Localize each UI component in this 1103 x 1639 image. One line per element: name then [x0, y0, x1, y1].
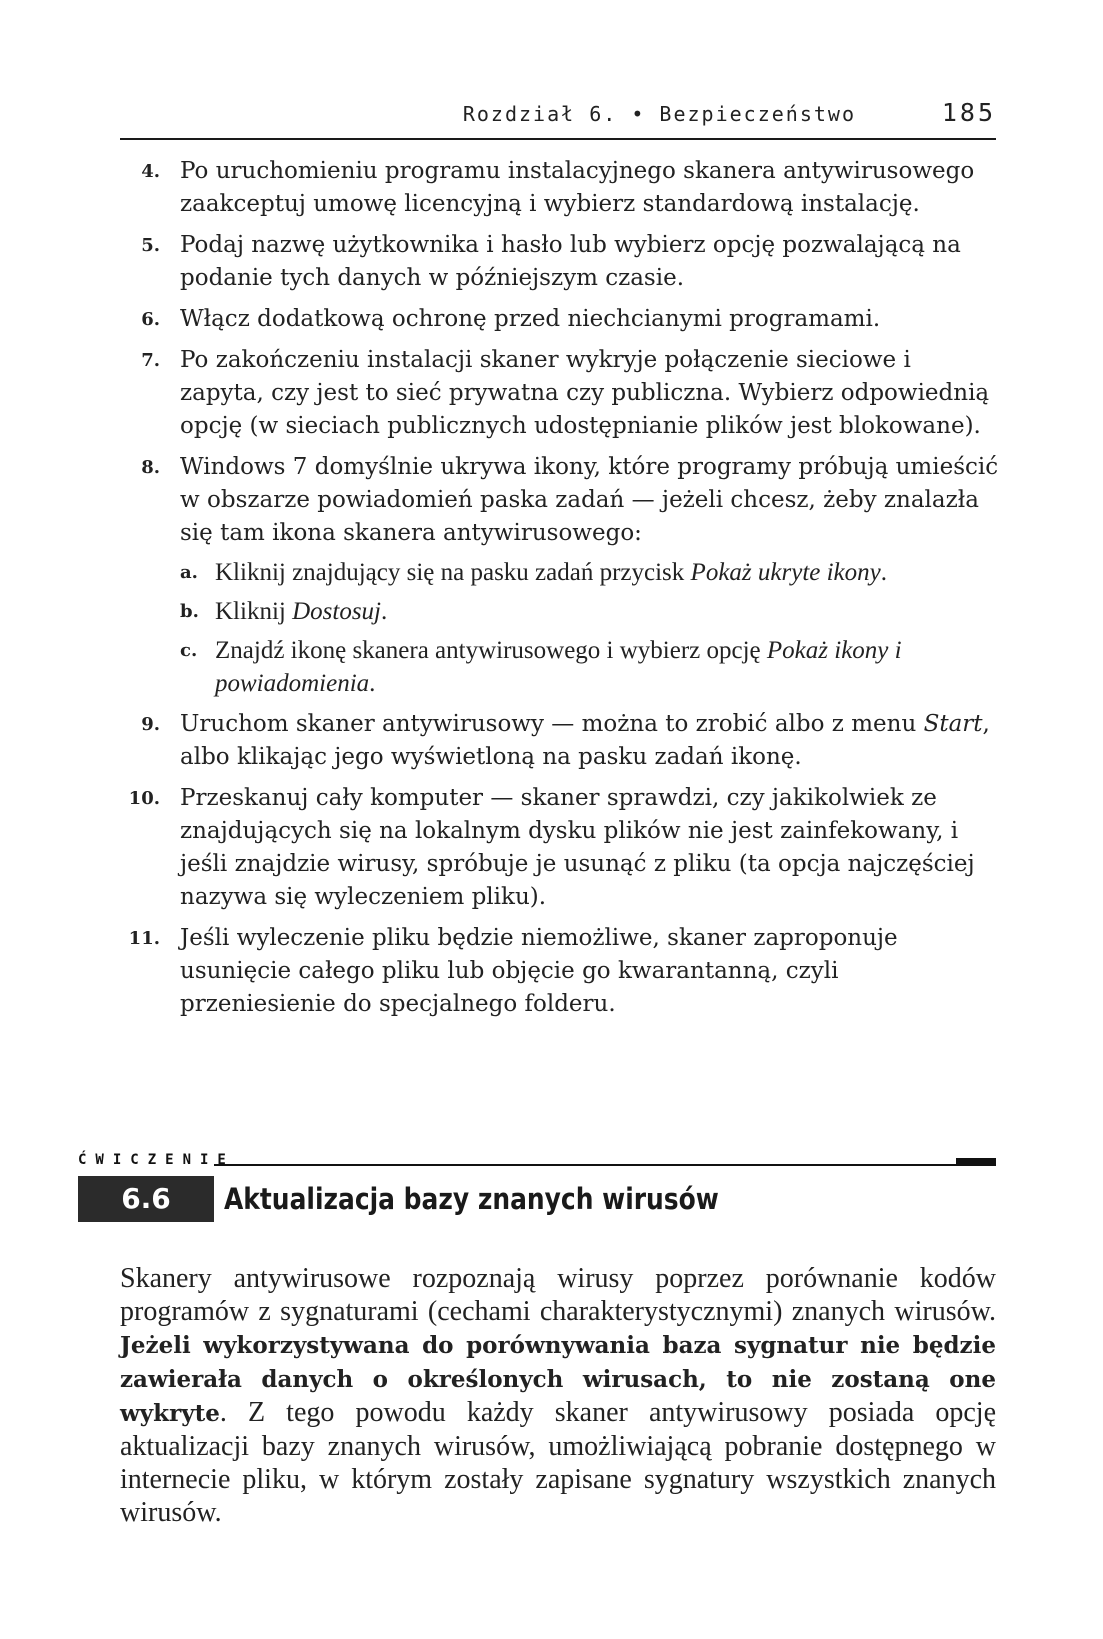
step-number: 5.	[141, 235, 160, 256]
step-emphasis: Start	[923, 711, 983, 737]
substep-letter: c.	[180, 640, 198, 661]
step-item	[120, 229, 1000, 295]
paragraph-text-continued: . Z tego powodu każdy skaner antywirusowy posiada opcję aktualizacji bazy znanych wirusów, umożliwiającą pobranie dostępnego w internecie pliku, w którym zostały zapisane sygnatury wszystkich znanych wirusów.	[120, 1397, 996, 1528]
step-number: 10.	[128, 788, 160, 809]
substep-letter: b.	[180, 601, 199, 622]
exercise-rule	[214, 1164, 996, 1166]
exercise-number: 6.6	[78, 1176, 214, 1222]
step-suffix: , albo klikając jego wyświetloną na pasku zadań ikonę.	[180, 711, 990, 770]
step-text: Po uruchomieniu programu instalacyjnego skanera antywirusowego zaakceptuj umowę licencyjną i wybierz standardową instalację.	[180, 158, 975, 217]
substep-letter: a.	[180, 562, 198, 583]
step-number: 11.	[128, 928, 160, 949]
step-item	[120, 303, 1000, 336]
substep-text: Znajdź ikonę skanera antywirusowego i wybierz opcję	[215, 637, 767, 664]
substep-text: Kliknij	[215, 598, 293, 625]
step-number: 7.	[141, 350, 160, 371]
substep-suffix: .	[880, 559, 887, 586]
step-text: Włącz dodatkową ochronę przed niechcianymi programami.	[180, 306, 881, 332]
chapter-title: Rozdział 6. • Bezpieczeństwo	[462, 102, 856, 126]
paragraph-bold-text: Jeżeli wykorzystywana do porównywania baza sygnatur nie będzie zawierała danych o określonych wirusach, to nie zostaną one wykryte	[120, 1332, 996, 1427]
substep-emphasis: Pokaż ikony i powiadomienia	[215, 637, 902, 697]
exercise-label: ĆWICZENIE	[78, 1152, 235, 1168]
step-text: Po zakończeniu instalacji skaner wykryje połączenie sieciowe i zapyta, czy jest to sieć prywatna czy publiczna. Wybierz odpowiednią opcję (w sieciach publicznych udostępnianie plików jest blokowane).	[180, 347, 990, 439]
exercise-header	[78, 1152, 996, 1222]
paragraph-text: Skanery antywirusowe rozpoznają wirusy poprzez porównanie kodów programów z sygnaturami (cechami charakterystycznymi) znanych wirusów.	[120, 1263, 996, 1327]
step-number: 9.	[141, 714, 160, 735]
step-number: 6.	[141, 309, 160, 330]
step-text: Uruchom skaner antywirusowy — można to zrobić albo z menu	[180, 711, 924, 737]
step-item	[120, 922, 1000, 1021]
step-text: Windows 7 domyślnie ukrywa ikony, które programy próbują umieścić w obszarze powiadomień paska zadań — jeżeli chcesz, żeby znalazła się tam ikona skanera antywirusowego:	[180, 454, 999, 546]
step-number: 8.	[141, 457, 160, 478]
substep-text: Kliknij znajdujący się na pasku zadań przycisk	[215, 559, 691, 586]
substep-emphasis: Dostosuj	[292, 598, 381, 625]
page-number: 185	[941, 98, 996, 127]
substep-item	[180, 634, 1000, 700]
substep-suffix: .	[381, 598, 388, 625]
exercise-rule-bar	[956, 1158, 996, 1166]
substep-item	[180, 595, 1000, 628]
step-text: Podaj nazwę użytkownika i hasło lub wybierz opcję pozwalającą na podanie tych danych w późniejszym czasie.	[180, 232, 961, 291]
step-text: Przeskanuj cały komputer — skaner sprawdzi, czy jakikolwiek ze znajdujących się na lokalnym dysku plików nie jest zainfekowany, i jeśli znajdzie wirusy, spróbuje je usunąć z pliku (ta opcja najczęściej nazywa się wyleczeniem pliku).	[180, 785, 975, 910]
step-text: Jeśli wyleczenie pliku będzie niemożliwe, skaner zaproponuje usunięcie całego pliku lub objęcie go kwarantanną, czyli przeniesienie do specjalnego folderu.	[180, 925, 898, 1017]
substep-item	[180, 556, 1000, 589]
running-header	[120, 96, 996, 140]
step-item	[120, 782, 1000, 914]
step-item	[120, 155, 1000, 221]
step-item	[120, 708, 1000, 774]
substep-emphasis: Pokaż ukryte ikony	[690, 559, 881, 586]
step-list	[120, 155, 1000, 1029]
step-item	[120, 451, 1000, 700]
substep-suffix: .	[369, 670, 376, 697]
substep-list	[180, 556, 1000, 700]
exercise-title: Aktualizacja bazy znanych wirusów	[224, 1182, 719, 1216]
step-number: 4.	[141, 161, 160, 182]
body-paragraph	[120, 1262, 996, 1529]
step-item	[120, 344, 1000, 443]
